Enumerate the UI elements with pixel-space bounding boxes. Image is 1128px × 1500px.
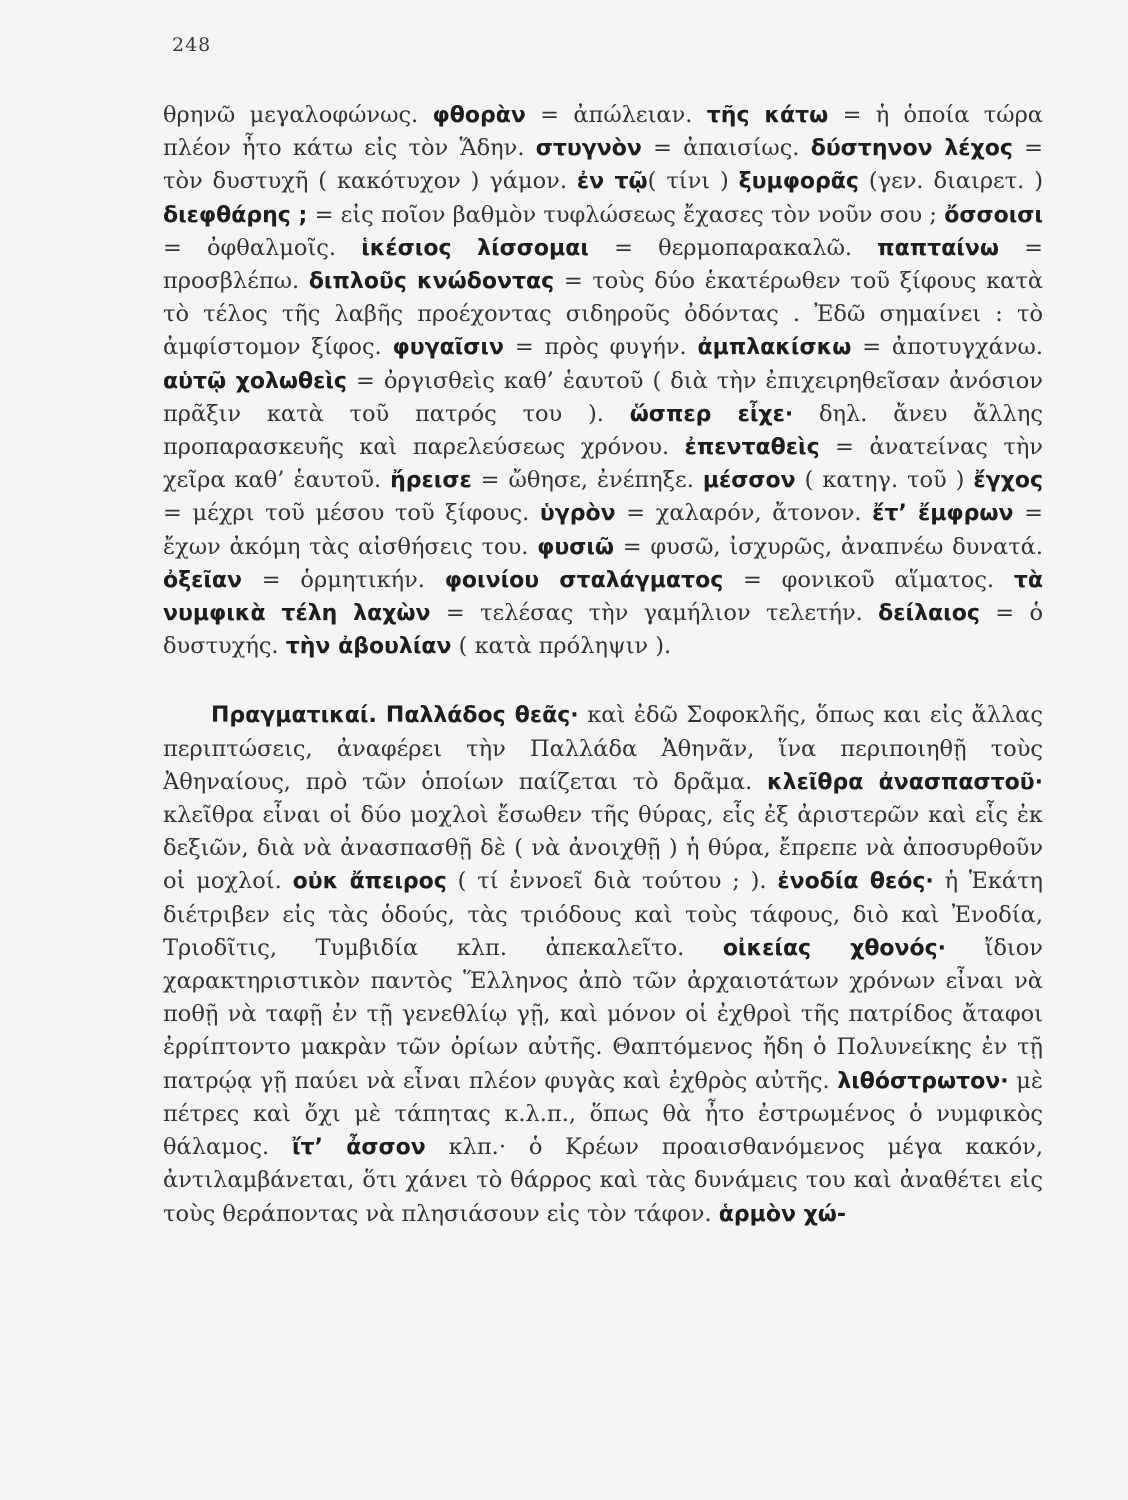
gloss-text: = πρὸς φυγήν. [503,334,698,361]
paragraph-2 [163,699,1043,1230]
lemma-term: κλεῖθρα ἀνασπαστοῦ· [767,769,1044,795]
lemma-term: οἰκείας χθονός· [722,935,947,961]
gloss-text: = ὀφθαλμοῖς. [163,234,362,261]
gloss-text: = ὁ δυστυχής. [163,600,1044,660]
gloss-text: = θερμοπαρακαλῶ. [588,234,878,261]
gloss-text: ἡ Ἑκάτη διέτριβεν εἰς τὰς ὁδούς, τὰς τριόδους καὶ τοὺς τάφους, διὸ καὶ Ἐνοδία, Τριοδῖτις, Τυμβιδία κλπ. ἀπεκαλεῖτο. [163,868,1044,961]
lemma-term: ἔγχος [973,468,1043,494]
lemma-term: ἐνοδία θεός· [777,869,934,895]
gloss-text: = ἔχων ἀκόμη τὰς αἰσθήσεις του. [163,500,1043,560]
lemma-term: ὀξεῖαν [163,567,243,593]
gloss-text: καὶ ἐδῶ Σοφοκλῆς, ὅπως και εἰς ἄλλας περιπτώσεις, ἀναφέρει τὴν Παλλάδα Ἀθηνᾶν, ἵνα περιποιηθῇ τοὺς Ἀθηναίους, πρὸ τῶν ὁποίων παίζεται τὸ δρᾶμα. [163,702,1044,795]
lemma-term: διεφθάρης ; [163,202,308,228]
gloss-text: = χαλαρόν, ἄτονον. [615,500,873,527]
lemma-term: φθορὰν [432,103,526,128]
lemma-term: αὑτῷ χολωθεὶς [163,368,347,394]
gloss-text: = φονικοῦ αἵματος. [723,566,1014,593]
gloss-text: = προσβλέπω. [163,234,1043,295]
lemma-term: φυσιῶ [537,534,615,560]
lemma-term: ἀμπλακίσκω [697,335,852,361]
gloss-text: = ὀργισθεὶς καθ’ ἑαυτοῦ ( διὰ τὴν ἐπιχειρηθεῖσαν ἀνόσιον πρᾶξιν κατὰ τοῦ πατρός του ). [163,367,1043,427]
lemma-term: ἁρμὸν χώ- [718,1201,847,1227]
lemma-term: δύστηνον λέχος [810,136,1013,162]
gloss-text: κλεῖθρα εἶναι οἱ δύο μοχλοὶ ἔσωθεν τῆς θύρας, εἷς ἐξ ἀριστερῶν καὶ εἷς ἐκ δεξιῶν, διὰ νὰ ἀνασπασθῇ δὲ ( νὰ ἀνοιχθῇ ) ἡ θύρα, ἔπρεπε νὰ ἀποσυρθοῦν οἱ μοχλοί. [163,802,1043,895]
commentary-text [163,99,1043,1231]
lemma-term: ὄσσοισι [944,202,1043,228]
lemma-term: ἔτ’ ἔμφρων [872,501,1014,527]
gloss-text: = ὤθησε, ἐνέπηξε. [471,467,703,494]
lemma-term: Πραγματικαί. Παλλάδος θεᾶς· [211,703,579,729]
lemma-term: λιθόστρωτον· [837,1068,1009,1094]
gloss-text: ἴδιον χαρακτηριστικὸν παντὸς Ἕλληνος ἀπὸ τῶν ἀρχαιοτάτων χρόνων εἶναι νὰ ποθῇ νὰ ταφῇ ἐν τῇ γενεθλίῳ γῇ, καὶ μόνον οἱ ἐχθροὶ τῆς πατρίδος ἄταφοι ἐρρίπτοντο μακρὰν τῶν ὁρίων αὐτῆς. Θαπτόμενος ἤδη ὁ Πολυνείκης ἐν τῇ πατρῴᾳ γῇ παύει νὰ εἶναι πλέον φυγὰς καὶ ἐχθρὸς αὐτῆς. [163,934,1043,1094]
lemma-term: ἐν τῷ [576,169,648,195]
lemma-term: τὴν ἀβουλίαν [285,634,452,660]
lemma-term: παπταίνω [877,235,999,261]
lemma-term: ἐπενταθεὶς [684,435,820,461]
gloss-text: = ἀπαισίως. [641,135,811,162]
gloss-text: ( τί ἐννοεῖ διὰ τούτου ; ). [446,868,778,895]
lemma-term: ὑγρὸν [539,501,616,527]
lemma-term: φοινίου σταλάγματος [444,567,724,593]
gloss-text: (γεν. διαιρετ. ) [858,168,1043,195]
gloss-text: = ἀποτυγχάνω. [851,334,1044,361]
lemma-term: διπλοῦς κνώδοντας [308,269,555,295]
gloss-text: = μέχρι τοῦ μέσου τοῦ ξίφους. [163,500,540,527]
paragraph-1 [163,99,1043,663]
gloss-text: δηλ. ἄνευ ἄλλης προπαρασκευῆς καὶ παρελεύσεως χρόνου. [163,400,1043,461]
gloss-text: = φυσῶ, ἰσχυρῶς, ἀναπνέω δυνατά. [614,533,1043,560]
gloss-text: ( κατὰ πρόληψιν ). [451,633,672,660]
gloss-text: ( κατηγ. τοῦ ) [795,467,974,494]
lemma-term: τὰ νυμφικὰ τέλη λαχὼν [163,567,1043,627]
gloss-text: = τελέσας τὴν γαμήλιον τελετήν. [430,600,879,627]
gloss-text: μὲ πέτρες καὶ ὄχι μὲ τάπητας κ.λ.π., ὅπως θὰ ἦτο ἐστρωμένος ὁ νυμφικὸς θάλαμος. [163,1067,1043,1161]
lemma-term: ἴτ’ ἆσσον [291,1135,426,1161]
gloss-text: = ἀνατείνας τὴν χεῖρα καθ’ ἑαυτοῦ. [163,434,1043,494]
lemma-term: ὥσπερ εἶχε· [629,401,794,427]
lemma-term: ἱκέσιος λίσσομαι [361,235,589,261]
gloss-text: = τοὺς δύο ἑκατέρωθεν τοῦ ξίφους κατὰ τὸ τέλος τῆς λαβῆς προέχοντας σιδηροῦς ὀδόντας . Ἐδῶ σημαίνει : τὸ ἀμφίστομον ξίφος. [163,268,1044,361]
gloss-text: κλπ.· ὁ Κρέων προαισθανόμενος μέγα κακόν, ἀντιλαμβάνεται, ὅτι χάνει τὸ θάρρος καὶ τὰς δυνάμεις του καὶ ἀναθέτει εἰς τοὺς θεράποντας νὰ πλησιάσουν εἰς τὸν τάφον. [163,1134,1043,1227]
page-number: 248 [172,34,212,56]
gloss-text: = ὁρμητικήν. [242,566,445,593]
gloss-text: ( τίνι ) [647,168,739,195]
lemma-term: ξυμφορᾶς [738,169,859,195]
lemma-term: τῆς κάτω [706,103,829,128]
lemma-term: οὐκ ἄπειρος [292,869,447,895]
lemma-term: στυγνὸν [535,136,642,162]
lemma-term: φυγαῖσιν [392,335,504,361]
gloss-text: = ἀπώλειαν. [525,102,707,128]
gloss-text: θρηνῶ μεγαλοφώνως. [163,102,433,128]
gloss-text: = τὸν δυστυχῆ ( κακότυχον ) γάμον. [163,135,1043,195]
gloss-text: = εἰς ποῖον βαθμὸν τυφλώσεως ἔχασες τὸν νοῦν σου ; [307,201,945,228]
lemma-term: δείλαιος [878,601,980,627]
lemma-term: μέσσον [702,468,796,494]
lemma-term: ἤρεισε [390,468,472,494]
gloss-text: = ἡ ὁποία τώρα πλέον ἦτο κάτω εἰς τὸν Ἅδην. [163,102,1043,162]
